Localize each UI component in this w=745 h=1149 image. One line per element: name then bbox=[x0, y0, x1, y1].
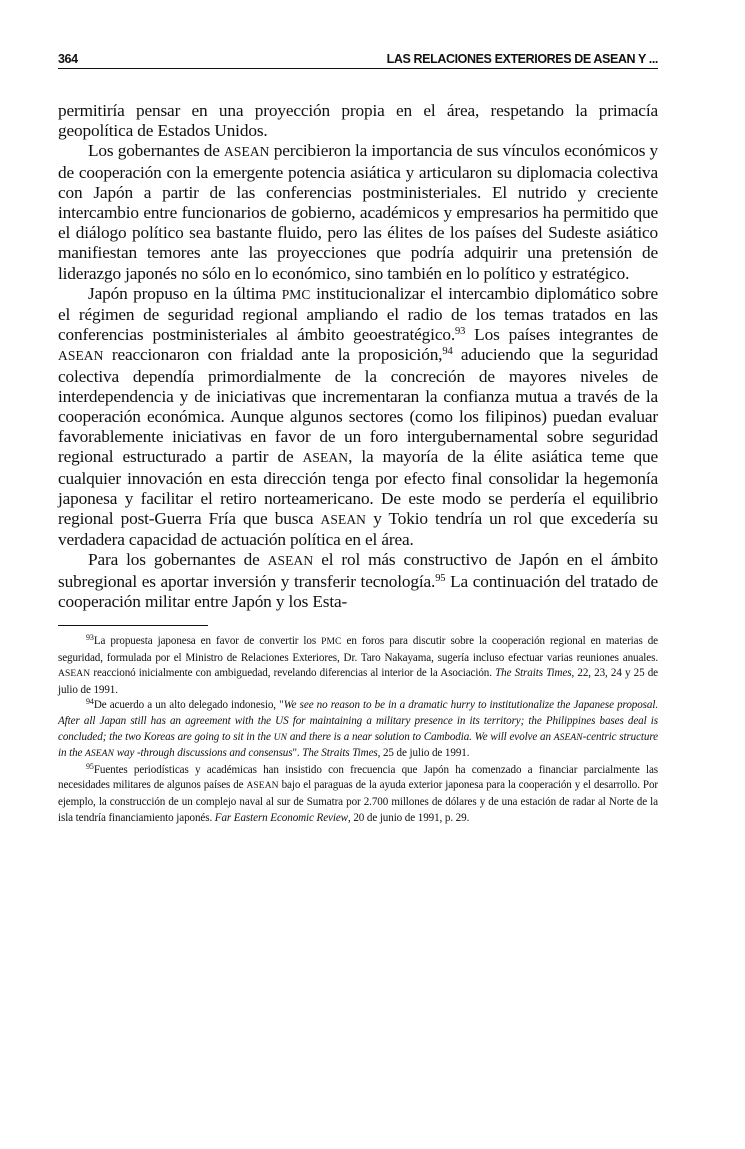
text-run: , 22, 23, 24 y 25 de julio de 1991. bbox=[58, 667, 658, 696]
text-run: percibieron la importancia de sus vínculos económicos y de cooperación con la emergente potencia asiática y articularon su diplomacia colectiva con Japón a partir de las conferencias postministeriales. El nutrido y creciente intercambio entre funcionarios de gobierno, académicos y empresarios ha permitido que el diálogo político sea bastante fluido, pero las élites de los países del Sudeste asiático manifiestan temores ante las proyecciones que podría adquirir una pretensión de liderazgo japonés no sólo en lo económico, sino también en lo político y estratégico. bbox=[58, 141, 658, 283]
running-header bbox=[58, 52, 658, 69]
footnote-95 bbox=[58, 763, 658, 826]
footnote-divider bbox=[58, 625, 208, 626]
citation-title: The Straits Times bbox=[302, 747, 378, 760]
acronym: ASEAN bbox=[302, 450, 349, 466]
acronym: PMC bbox=[281, 286, 311, 302]
text-run: , 20 de junio de 1991, p. 29. bbox=[347, 811, 470, 824]
footnote-number: 93 bbox=[86, 633, 94, 643]
footnote-ref-93[interactable]: 93 bbox=[455, 326, 466, 338]
running-title: LAS RELACIONES EXTERIORES DE ASEAN Y ... bbox=[386, 52, 658, 66]
footnotes bbox=[58, 634, 658, 826]
footnote-93 bbox=[58, 634, 658, 698]
text-run: reaccionó inicialmente con ambiguedad, revelando diferencias al interior de la Asociación. bbox=[90, 667, 496, 680]
text-run: institucionalizar el intercambio diplomático sobre el régimen de seguridad regional ampliando el radio de los temas tratados en las conferencias postministeriales al ámbito geoestratégico. bbox=[58, 283, 658, 345]
text-run: Japón propuso en la última bbox=[88, 283, 282, 303]
acronym: ASEAN bbox=[553, 732, 583, 743]
text-run: y Tokio tendría un rol que excedería su verdadera capacidad de actuación política en el área. bbox=[58, 509, 658, 550]
footnote-number: 95 bbox=[86, 761, 94, 771]
text-run: De acuerdo a un alto delegado indonesio, " bbox=[93, 699, 284, 712]
acronym: ASEAN bbox=[58, 669, 91, 680]
citation-title: Far Eastern Economic Review bbox=[214, 811, 348, 824]
acronym: UN bbox=[273, 732, 288, 743]
quote-text: and there is a near solution to Cambodia. We will evolve an bbox=[287, 730, 554, 743]
text-run: , la mayoría de la élite asiática teme que cualquier innovación en esta dirección tenga por efecto final consolidar la hegemonía japonesa y facilitar el retiro norteamericano. De este modo se perdería el equilibrio regional post-Guerra Fría que busca bbox=[58, 447, 659, 529]
text-run: Para los gobernantes de bbox=[88, 550, 268, 570]
text-run: aduciendo que la seguridad colectiva dependía primordialmente de la concreción de mayores niveles de interdependencia y de iniciativas que incrementaran la confianza mutua a través de la cooperación económica. Aunque algunos sectores (como los filipinos) puedan evaluar favorablemente iniciativas en favor de un foro intergubernamental sobre seguridad regional estructurado a partir de bbox=[58, 345, 659, 467]
acronym: ASEAN bbox=[246, 781, 279, 792]
paragraph-3 bbox=[58, 284, 658, 551]
text-run: ". bbox=[292, 747, 303, 760]
acronym: ASEAN bbox=[267, 553, 314, 569]
paragraph-2 bbox=[58, 141, 658, 283]
text-run: reaccionaron con frialdad ante la proposición, bbox=[103, 345, 443, 365]
text-run: Los países integrantes de bbox=[465, 325, 658, 345]
text-run: La continuación del tratado de cooperación militar entre Japón y los Esta- bbox=[58, 571, 658, 611]
paragraph-1 bbox=[58, 101, 658, 141]
footnote-number: 94 bbox=[86, 697, 94, 707]
page-number: 364 bbox=[58, 52, 78, 66]
acronym: ASEAN bbox=[58, 348, 104, 364]
text-run: el rol más constructivo de Japón en el ámbito subregional es aportar inversión y transferir tecnología. bbox=[58, 550, 658, 591]
acronym: ASEAN bbox=[320, 512, 367, 528]
footnote-ref-95[interactable]: 95 bbox=[435, 572, 446, 584]
acronym: ASEAN bbox=[85, 749, 115, 760]
quote-text: -centric structure in the bbox=[58, 730, 658, 760]
text-run: , 25 de julio de 1991. bbox=[377, 747, 470, 760]
text-run: La propuesta japonesa en favor de convertir los bbox=[93, 635, 322, 648]
paragraph-4 bbox=[58, 550, 658, 612]
paragraph-1-text: permitiría pensar en una proyección propia en el área, respetando la primacía geopolítica de Estados Unidos. bbox=[58, 101, 658, 141]
quote-text: We see no reason to be in a dramatic hurry to institutionalize the Japanese proposal. After all Japan still has an agreement with the US for maintaining a military presence in its territory; the Philippines bases deal is concluded; the two Koreas are going to sit in the bbox=[58, 699, 658, 743]
citation-title: The Straits Times bbox=[495, 667, 572, 680]
book-page bbox=[58, 52, 658, 826]
text-run: Los gobernantes de bbox=[88, 141, 225, 161]
text-run: Fuentes periodísticas y académicas han insistido con frecuencia que Japón ha comenzado a financiar parcialmente las necesidades militares de algunos países de bbox=[58, 763, 658, 792]
text-run: bajo el paraguas de la ayuda exterior japonesa para la cooperación y el desarrollo. Por ejemplo, la construcción de un complejo naval al sur de Sumatra por 2.700 millones de dólares y de una estación de radar al Norte de la isla tendría financiamiento japonés. bbox=[58, 779, 658, 824]
acronym: ASEAN bbox=[224, 144, 270, 160]
footnote-ref-94[interactable]: 94 bbox=[442, 346, 453, 358]
body-text bbox=[58, 101, 658, 612]
footnote-94 bbox=[58, 698, 658, 762]
text-run: en foros para discutir sobre la cooperación regional en materias de seguridad, formulada por el Ministro de Relaciones Exteriores, Dr. Taro Nakayama, sugería incluso efectuar varias reuniones anuales. bbox=[58, 635, 658, 664]
acronym: PMC bbox=[321, 637, 342, 648]
quote-text: way -through discussions and consensus bbox=[114, 747, 293, 760]
